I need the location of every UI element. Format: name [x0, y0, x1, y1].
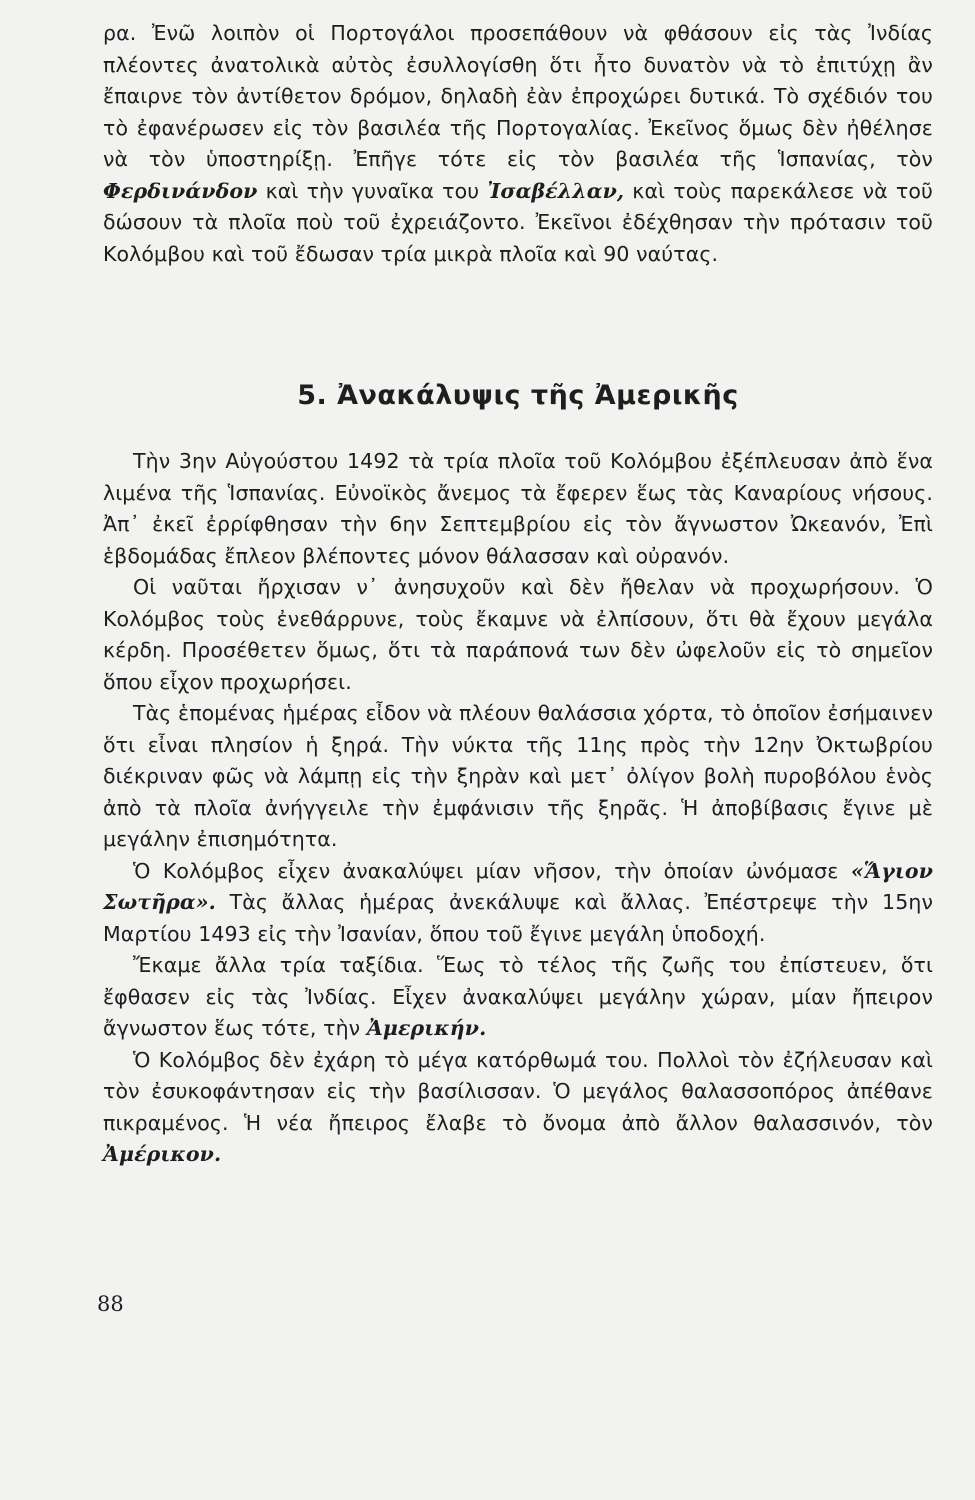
opening-text-1: ρα. Ἐνῶ λοιπὸν οἱ Πορτογάλοι προσεπάθουν νὰ φθάσουν εἰς τὰς Ἰνδίας πλέοντες ἀνατολικὰ αὐτὸς ἐσυλλογίσθη ὅτι ἦτο δυνατὸν νὰ τὸ ἐπιτύχῃ ἂν ἔπαιρνε τὸν ἀντίθετον δρόμον, δηλαδὴ ἐὰν ἐπροχώρει δυτικά. Τὸ σχέδιόν του τὸ ἐφανέρωσεν εἰς τὸν βασιλέα τῆς Πορτογαλίας. Ἐκεῖνος ὅμως δὲν ἠθέλησε νὰ τὸν ὑποστηρίξῃ. Ἐπῆγε τότε εἰς τὸν βασιλέα τῆς Ἱσπανίας, τὸν	[103, 21, 933, 171]
top-text-block	[103, 18, 933, 270]
paragraph-island-discovered	[103, 856, 933, 951]
opening-paragraph	[103, 18, 933, 270]
section-body	[103, 446, 933, 1171]
paragraph-further-voyages	[103, 950, 933, 1045]
opening-text-2: καὶ τὴν γυναῖκα του	[265, 178, 480, 203]
section-heading: 5. Ἀνακάλυψις τῆς Ἀμερικῆς	[297, 380, 739, 411]
opening-text-3: καὶ τοὺς παρεκάλεσε νὰ τοῦ δώσουν τὰ πλοῖα ποὺ τοῦ ἐχρειάζοντο. Ἐκεῖνοι ἐδέχθησαν τὴν πρότασιν τοῦ Κολόμβου καὶ τοῦ ἔδωσαν τρία μικρὰ πλοῖα καὶ 90 ναύτας.	[103, 178, 933, 266]
paragraph-sailors-worry: Οἱ ναῦται ἤρχισαν ν᾿ ἀνησυχοῦν καὶ δὲν ἤθελαν νὰ προχωρήσουν. Ὁ Κολόμβος τοὺς ἐνεθάρρυνε, τοὺς ἔκαμνε νὰ ἐλπίσουν, ὅτι θὰ ἔχουν μεγάλα κέρδη. Προσέθετεν ὅμως, ὅτι τὰ παράπονά των δὲν ὠφελοῦν εἰς τὸ σημεῖον ὅπου εἶχον προχωρήσει.	[103, 575, 933, 694]
island-text-1: Ὁ Κολόμβος εἶχεν ἀνακαλύψει μίαν νῆσον, τὴν ὁποίαν ὠνόμασε	[133, 858, 839, 883]
fate-text: Ὁ Κολόμβος δὲν ἐχάρη τὸ μέγα κατόρθωμά του. Πολλοὶ τὸν ἐζήλευσαν καὶ τὸν ἐσυκοφάντησαν εἰς τὴν βασίλισσαν. Ὁ μεγάλος θαλασσοπόρος ἀπέθανε πικραμένος. Ἡ νέα ἤπειρος ἔλαβε τὸ ὄνομα ἀπὸ ἄλλον θαλασσινόν, τὸν	[103, 1047, 933, 1135]
page-number: 88	[97, 1292, 124, 1316]
name-amerigo: Ἀμέρικον.	[103, 1142, 222, 1166]
name-agios-sotiras: «Ἅγιον Σωτῆρα».	[103, 858, 934, 914]
paragraph-voyage-start: Τὴν 3ην Αὐγούστου 1492 τὰ τρία πλοῖα τοῦ Κολόμβου ἐξέπλευσαν ἀπὸ ἕνα λιμένα τῆς Ἱσπανίας. Εὐνοϊκὸς ἄνεμος τὰ ἔφερεν ἕως τὰς Καναρίους νήσους. Ἀπ᾿ ἐκεῖ ἐρρίφθησαν τὴν 6ην Σεπτεμβρίου εἰς τὸν ἄγνωστον Ὠκεανόν, Ἐπὶ ἑβδομάδας ἔπλεον βλέποντες μόνον θάλασσαν καὶ οὐρανόν.	[103, 449, 933, 568]
name-isabella: Ἰσαβέλλαν,	[487, 178, 625, 203]
island-text-2: Τὰς ἄλλας ἡμέρας ἀνεκάλυψε καὶ ἄλλας. Ἐπέστρεψε τὴν 15ην Μαρτίου 1493 εἰς τὴν Ἰσανίαν, ὅπου τοῦ ἔγινε μεγάλη ὑποδοχή.	[103, 890, 933, 946]
paragraph-land-sighted: Τὰς ἑπομένας ἡμέρας εἶδον νὰ πλέουν θαλάσσια χόρτα, τὸ ὁποῖον ἐσήμαινεν ὅτι εἶναι πλησίον ἡ ξηρά. Τὴν νύκτα τῆς 11ης πρὸς τὴν 12ην Ὀκτωβρίου διέκριναν φῶς νὰ λάμπῃ εἰς τὴν ξηρὰν καὶ μετ᾿ ὀλίγον βολὴ πυροβόλου ἑνὸς ἀπὸ τὰ πλοῖα ἀνήγγειλε τὴν ἐμφάνισιν τῆς ξηρᾶς. Ἡ ἀποβίβασις ἔγινε μὲ μεγάλην ἐπισημότητα.	[103, 701, 933, 851]
paragraph-columbus-fate	[103, 1045, 933, 1171]
name-ferdinand: Φερδινάνδον	[103, 178, 258, 203]
name-america: Ἀμερικήν.	[366, 1016, 487, 1040]
voyages-text: Ἔκαμε ἄλλα τρία ταξίδια. Ἕως τὸ τέλος τῆς ζωῆς του ἐπίστευεν, ὅτι ἔφθασεν εἰς τὰς Ἰνδίας. Εἶχεν ἀνακαλύψει μεγάλην χώραν, μίαν ἤπειρον ἄγνωστον ἕως τότε, τὴν	[103, 953, 933, 1040]
